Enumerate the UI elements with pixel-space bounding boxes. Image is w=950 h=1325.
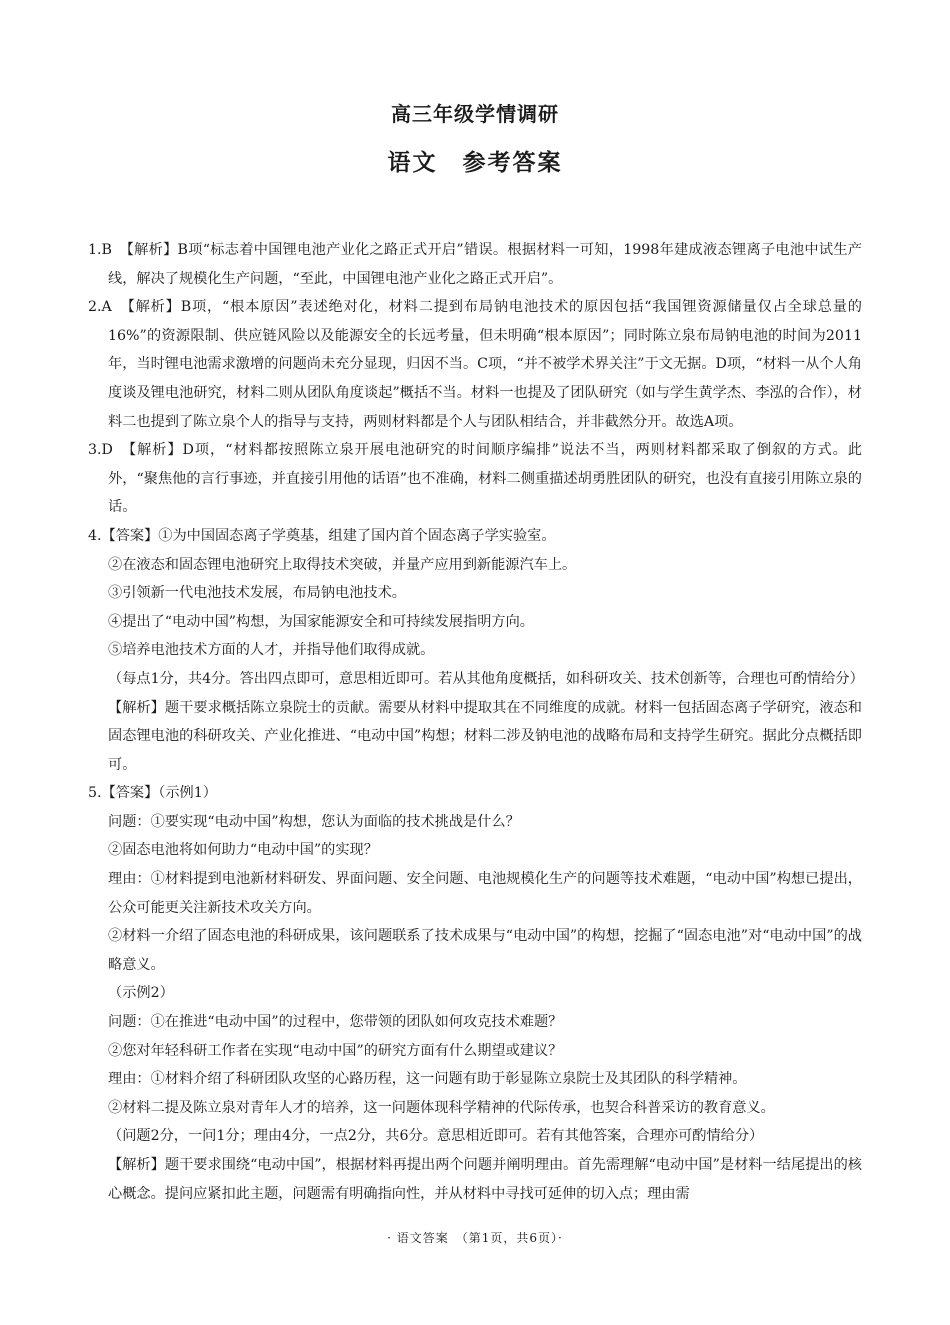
paragraph: 【解析】题干要求围绕“电动中国”，根据材料再提出两个问题并阐明理由。首先需理解“电动中国”是材料一结尾提出的核心概念。提问应紧扣此主题，问题需有明确指向性，并从材料中寻找可延伸的切入点；理由需 (108, 1157, 862, 1202)
paragraph: （问题2分，一问1分；理由4分，一点2分，共6分。意思相近即可。若有其他答案，合理亦可酌情给分） (108, 1128, 764, 1145)
paragraph: 理由：①材料提到电池新材料研发、界面问题、安全问题、电池规模化生产的问题等技术难题，“电动中国”构想已提出，公众可能更关注新技术攻关方向。 (108, 871, 862, 916)
page-subtitle: 语文 参考答案 (387, 149, 563, 176)
paragraph: ⑤培养电池技术方面的人才，并指导他们取得成就。 (108, 642, 435, 659)
paragraph: ②材料一介绍了固态电池的科研成果，该问题联系了技术成果与“电动中国”的构想，挖掘了“固态电池”对“电动中国”的战略意义。 (108, 928, 862, 973)
paragraph: 问题：①要实现“电动中国”构想，您认为面临的技术挑战是什么？ (108, 813, 520, 830)
answer-content (88, 236, 862, 1208)
paragraph: ③引领新一代电池技术发展，布局钠电池技术。 (108, 585, 406, 602)
paragraph: 理由：①材料介绍了科研团队攻坚的心路历程，这一问题有助于彰显陈立泉院士及其团队的科学精神。 (108, 1071, 747, 1088)
page-title: 高三年级学情调研 (391, 102, 559, 126)
paragraph: ②材料二提及陈立泉对青年人才的培养，这一问题体现科学精神的代际传承，也契合科普采访的教育意义。 (108, 1099, 775, 1116)
paragraph: （每点1分，共4分。答出四点即可，意思相近即可。若从其他角度概括，如科研攻关、技术创新等，合理也可酌情给分） (108, 670, 864, 687)
paragraph: 4.【答案】①为中国固态离子学奠基，组建了国内首个固态离子学实验室。 (88, 527, 556, 544)
paragraph: 问题：①在推进“电动中国”的过程中，您带领的团队如何攻克技术难题？ (108, 1014, 563, 1031)
paragraph: 1.B 【解析】B项“标志着中国锂电池产业化之路正式开启”错误。根据材料一可知，1998年建成液态锂离子电池中试生产线，解决了规模化生产问题，“至此，中国锂电池产业化之路正式开启”。 (88, 242, 862, 287)
paragraph: ④提出了“电动中国”构想，为国家能源安全和可持续发展指明方向。 (108, 613, 534, 630)
paragraph: 【解析】题干要求概括陈立泉院士的贡献。需要从材料中提取其在不同维度的成就。材料一包括固态离子学研究，液态和固态锂电池的科研攻关、产业化推进、“电动中国”构想；材料二涉及钠电池的战略布局和支持学生研究。据此分点概括即可。 (108, 699, 862, 773)
page-footer: · 语文答案 （第1页，共6页）· (387, 1231, 563, 1245)
paragraph: ②您对年轻科研工作者在实现“电动中国”的研究方面有什么期望或建议？ (108, 1042, 563, 1059)
paragraph: （示例2） (108, 985, 174, 1002)
paragraph: 5.【答案】（示例1） (88, 785, 217, 802)
paragraph: ②在液态和固态锂电池研究上取得技术突破，并量产应用到新能源汽车上。 (108, 556, 577, 573)
paragraph: 3.D 【解析】D项，“材料都按照陈立泉开展电池研究的时间顺序编排”说法不当，两则材料都采取了倒叙的方式。此外，“聚焦他的言行事迹，并直接引用他的话语”也不准确，材料二侧重描述胡勇胜团队的研究，也没有直接引用陈立泉的话。 (88, 442, 862, 516)
paragraph: ②固态电池将如何助力“电动中国”的实现？ (108, 842, 378, 859)
paragraph: 2.A 【解析】B项，“根本原因”表述绝对化，材料二提到布局钠电池技术的原因包括“我国锂资源储量仅占全球总量的16%”的资源限制、供应链风险以及能源安全的长远考量，但未明确“根本原因”；同时陈立泉布局钠电池的时间为2011年，当时锂电池需求激增的问题尚未充分显现，归因不当。C项，“并不被学术界关注”于文无据。D项，“材料一从个人角度谈及锂电池研究，材料二则从团队角度谈起”概括不当。材料一也提及了团队研究（如与学生黄学杰、李泓的合作），材料二也提到了陈立泉个人的指导与支持，两则材料都是个人与团队相结合，并非截然分开。故选A项。 (88, 299, 862, 430)
